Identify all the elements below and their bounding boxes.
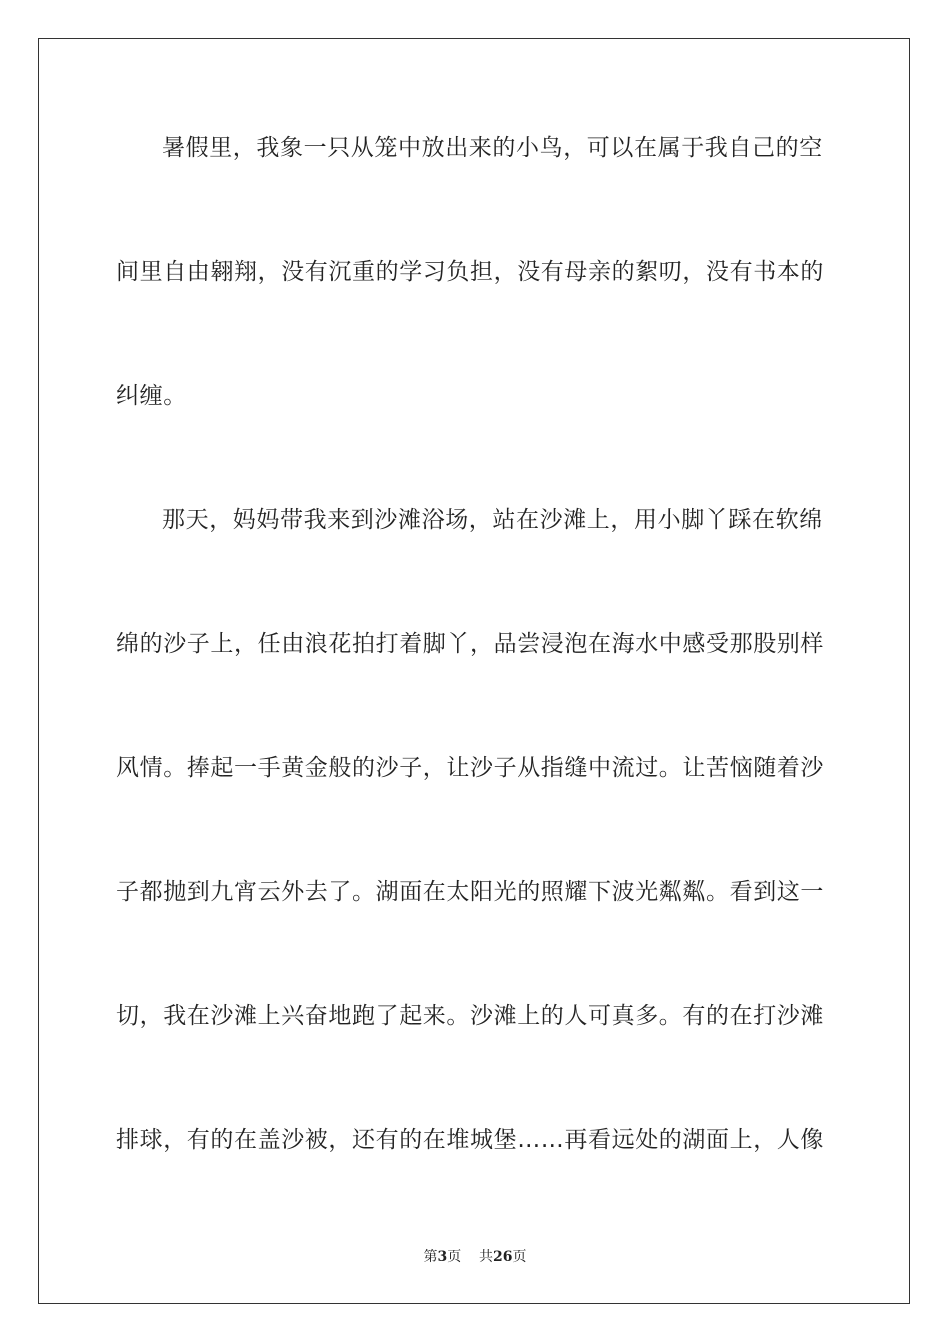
page-footer — [0, 1246, 950, 1266]
text-line: 风情。捧起一手黄金般的沙子，让沙子从指缝中流过。让苦恼随着沙 — [116, 755, 824, 781]
paragraph-1 — [116, 128, 834, 416]
text-line: 纠缠。 — [116, 383, 187, 409]
total-prefix: 共 — [479, 1249, 494, 1265]
total-pages: 26 — [493, 1249, 513, 1265]
page-suffix: 页 — [447, 1249, 462, 1265]
text-line: 切，我在沙滩上兴奋地跑了起来。沙滩上的人可真多。有的在打沙滩 — [116, 1003, 824, 1029]
text-line: 绵的沙子上，任由浪花拍打着脚丫，品尝浸泡在海水中感受那股别样 — [116, 631, 824, 657]
document-body — [116, 128, 834, 1160]
text-line: 那天，妈妈带我来到沙滩浴场，站在沙滩上，用小脚丫踩在软绵 — [162, 507, 823, 533]
text-line: 排球，有的在盖沙被，还有的在堆城堡……再看远处的湖面上，人像 — [116, 1127, 824, 1153]
total-suffix: 页 — [512, 1249, 527, 1265]
text-line: 子都抛到九宵云外去了。湖面在太阳光的照耀下波光粼粼。看到这一 — [116, 879, 824, 905]
paragraph-2 — [116, 500, 834, 1160]
text-line: 暑假里，我象一只从笼中放出来的小鸟，可以在属于我自己的空 — [162, 135, 823, 161]
text-line: 间里自由翱翔，没有沉重的学习负担，没有母亲的絮叨，没有书本的 — [116, 259, 824, 285]
page-number: 3 — [437, 1249, 448, 1265]
page-prefix: 第 — [423, 1249, 438, 1265]
